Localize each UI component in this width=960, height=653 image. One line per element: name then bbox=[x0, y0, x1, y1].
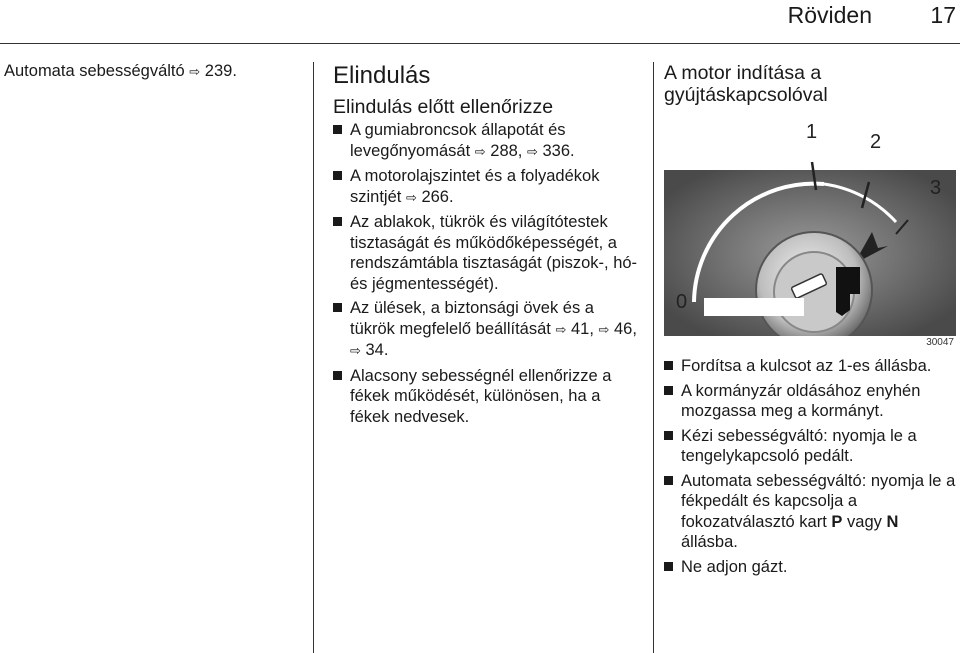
instruction-list bbox=[664, 356, 956, 577]
ref-arrow-icon: ⇨ bbox=[350, 343, 361, 358]
list-item-text: vagy bbox=[847, 512, 882, 531]
page-header bbox=[0, 0, 960, 46]
page-ref[interactable]: 34. bbox=[365, 341, 389, 359]
list-item-text: A gumiabroncsok állapotát és levegőnyomását bbox=[350, 121, 566, 160]
left-line-text: Automata sebességváltó bbox=[4, 62, 185, 80]
list-item-text: Alacsony sebességnél ellenőrizze a fékek működését, különösen, ha a fékek nedvesek. bbox=[350, 366, 612, 426]
middle-column bbox=[333, 62, 643, 431]
ref-arrow-icon: ⇨ bbox=[526, 143, 538, 159]
gear-label: P bbox=[831, 512, 843, 531]
list-item-text: Ne adjon gázt. bbox=[681, 557, 788, 576]
list-item-text: A kormányzár oldásához enyhén mozgassa meg a kormányt. bbox=[681, 381, 921, 420]
column-divider-right bbox=[653, 62, 654, 653]
gear-label: N bbox=[886, 512, 899, 531]
list-item-text: Az ülések, a biztonsági övek és a tükrök megfelelő beállítását bbox=[350, 299, 594, 338]
right-column bbox=[664, 62, 956, 581]
ref-arrow-icon: ⇨ bbox=[555, 321, 567, 337]
section-heading: A motor indítása a gyújtáskapcsolóval bbox=[664, 62, 828, 106]
figure-number: 30047 bbox=[926, 337, 954, 348]
list-item bbox=[664, 356, 956, 377]
section-heading: Elindulás bbox=[333, 62, 431, 89]
ref-arrow-icon: ⇨ bbox=[474, 143, 486, 159]
list-item bbox=[664, 426, 956, 467]
list-item bbox=[333, 166, 643, 208]
check-list bbox=[333, 120, 643, 427]
list-item-text: A motorolajszintet és a folyadékok szintjét bbox=[350, 167, 600, 206]
list-item-text: Kézi sebességváltó: nyomja le a tengelykapcsoló pedált. bbox=[681, 426, 917, 465]
ref-arrow-icon: ⇨ bbox=[405, 189, 417, 205]
page-ref[interactable]: 288, bbox=[490, 141, 523, 160]
ignition-figure bbox=[664, 112, 956, 348]
page-ref[interactable]: 41, bbox=[570, 319, 594, 338]
list-item bbox=[333, 298, 643, 362]
position-label: 0 bbox=[676, 291, 688, 313]
subsection-heading: Elindulás előtt ellenőrizze bbox=[333, 96, 554, 118]
ref-arrow-icon: ⇨ bbox=[598, 321, 610, 337]
section-title: Röviden bbox=[787, 2, 872, 28]
column-divider-left bbox=[313, 62, 314, 653]
position-label: 1 bbox=[806, 121, 818, 143]
list-item-text: állásba. bbox=[681, 533, 738, 551]
page-ref[interactable]: 266. bbox=[421, 187, 454, 206]
list-item bbox=[333, 120, 643, 162]
list-item bbox=[664, 471, 956, 553]
list-item-text: Az ablakok, tükrök és világítótestek tisztaságát és működőképességét, a rendszámtábla tisztaságát (piszok-, hó- és jégmentességét). bbox=[350, 213, 638, 293]
ref-arrow-icon: ⇨ bbox=[189, 64, 201, 79]
page-number: 17 bbox=[930, 2, 956, 28]
page-ref[interactable]: 336. bbox=[542, 141, 575, 160]
position-label: 2 bbox=[870, 131, 882, 153]
list-item-text: Fordítsa a kulcsot az 1-es állásba. bbox=[681, 357, 932, 375]
left-ref[interactable]: 239. bbox=[204, 62, 237, 80]
list-item bbox=[664, 557, 956, 578]
page-ref[interactable]: 46, bbox=[614, 319, 637, 338]
position-label: 3 bbox=[930, 177, 942, 199]
list-item bbox=[333, 212, 643, 294]
list-item-text: Automata sebességváltó: nyomja le a fékpedált és kapcsolja a fokozatválasztó kart bbox=[681, 471, 956, 531]
list-item bbox=[333, 366, 643, 428]
ignition-switch-illustration bbox=[664, 112, 956, 348]
list-item bbox=[664, 381, 956, 422]
header-rule bbox=[0, 43, 960, 44]
left-column bbox=[4, 62, 304, 81]
